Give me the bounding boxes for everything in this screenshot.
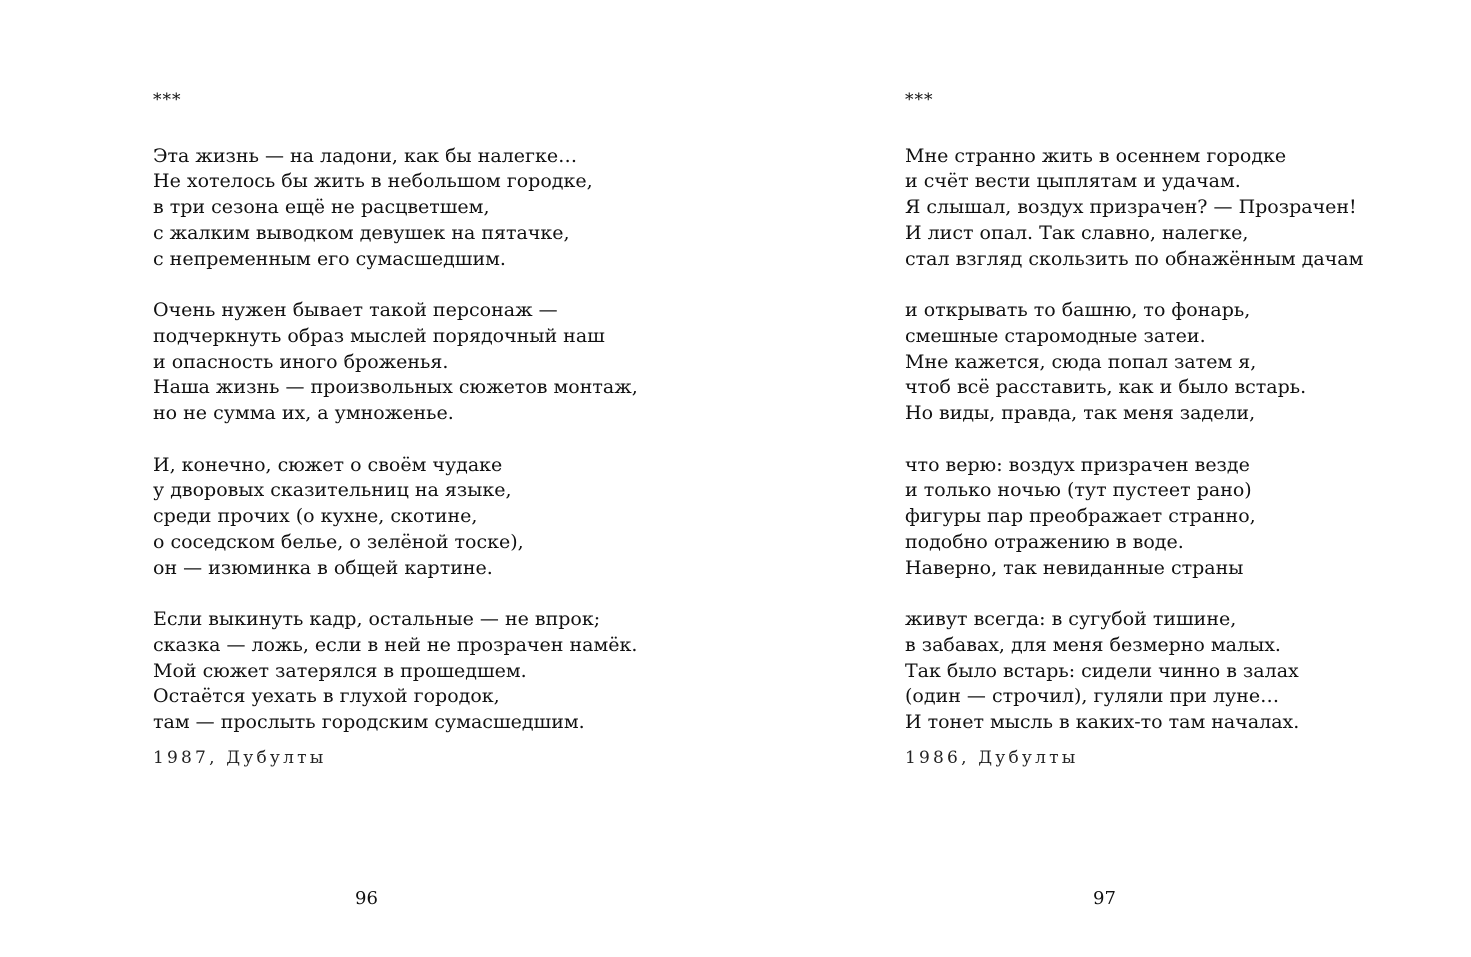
poem-right: [905, 88, 1363, 771]
poem-line: Не хотелось бы жить в небольшом городке,: [153, 170, 593, 193]
poem-line: что верю: воздух призрачен везде: [905, 453, 1250, 476]
poem-line: Так было встарь: сидели чинно в залах: [905, 659, 1299, 682]
poem-line: подчеркнуть образ мыслей порядочный наш: [153, 324, 605, 347]
poem-line: Если выкинуть кадр, остальные — не впрок;: [153, 608, 601, 631]
poem-line: Мне кажется, сюда попал затем я,: [905, 350, 1257, 373]
poem-line: Я слышал, воздух призрачен? — Прозрачен!: [905, 196, 1357, 219]
poem-line: Наверно, так невиданные страны: [905, 556, 1244, 579]
poem-line: там — прослыть городским сумасшедшим.: [153, 711, 585, 734]
poem-line: Мой сюжет затерялся в прошедшем.: [153, 659, 527, 682]
poem-line: в забавах, для меня безмерно малых.: [905, 633, 1281, 656]
poem-line: он — изюминка в общей картине.: [153, 556, 493, 579]
left-page: [0, 0, 735, 957]
poem-line: и опасность иного броженья.: [153, 350, 449, 373]
poem-line: с непременным его сумасшедшим.: [153, 247, 506, 270]
poem-date: 1987, Дубулты: [153, 747, 327, 768]
stanza: [905, 607, 1363, 736]
poem-line: Но виды, правда, так меня задели,: [905, 402, 1256, 425]
page-number: 96: [355, 888, 378, 909]
poem-line: И лист опал. Так славно, налегке,: [905, 221, 1249, 244]
poem-line: фигуры пар преображает странно,: [905, 505, 1256, 528]
poem-line: Остаётся уехать в глухой городок,: [153, 685, 500, 708]
poem-line: и только ночью (тут пустеет рано): [905, 479, 1252, 502]
poem-line: но не сумма их, а умноженье.: [153, 402, 454, 425]
poem-line: сказка — ложь, если в ней не прозрачен намёк.: [153, 633, 638, 656]
poem-line: Очень нужен бывает такой персонаж —: [153, 299, 558, 322]
poem-line: И, конечно, сюжет о своём чудаке: [153, 453, 503, 476]
poem-line: в три сезона ещё не расцветшем,: [153, 196, 490, 219]
poem-line: Наша жизнь — произвольных сюжетов монтаж,: [153, 376, 638, 399]
stanza: [153, 298, 638, 427]
poem-line: И тонет мысль в каких-то там началах.: [905, 711, 1300, 734]
stanza: [905, 144, 1363, 273]
poem-line: Мне странно жить в осеннем городке: [905, 144, 1287, 167]
poem-line: и открывать то башню, то фонарь,: [905, 299, 1251, 322]
poem-left: [153, 88, 638, 771]
stanza: [905, 298, 1363, 427]
stanza: [905, 453, 1363, 582]
poem-line: чтоб всё расставить, как и было встарь.: [905, 376, 1307, 399]
poem-line: подобно отражению в воде.: [905, 530, 1184, 553]
stanza: [153, 453, 638, 582]
right-page: [736, 0, 1471, 957]
page-number: 97: [1093, 888, 1116, 909]
poem-line: с жалким выводком девушек на пятачке,: [153, 221, 570, 244]
stanza: [153, 144, 638, 273]
poem-separator: ***: [905, 90, 934, 110]
poem-line: Эта жизнь — на ладони, как бы налегке…: [153, 144, 578, 167]
poem-line: о соседском белье, о зелёной тоске),: [153, 530, 524, 553]
poem-line: у дворовых сказительниц на языке,: [153, 479, 512, 502]
stanza: [153, 607, 638, 736]
poem-separator: ***: [153, 90, 182, 110]
poem-line: и счёт вести цыплятам и удачам.: [905, 170, 1241, 193]
poem-date: 1986, Дубулты: [905, 747, 1079, 768]
poem-line: смешные старомодные затеи.: [905, 324, 1206, 347]
poem-line: среди прочих (о кухне, скотине,: [153, 505, 478, 528]
poem-line: (один — строчил), гуляли при луне…: [905, 685, 1280, 708]
poem-line: живут всегда: в сугубой тишине,: [905, 608, 1237, 631]
poem-line: стал взгляд скользить по обнажённым дачам: [905, 247, 1364, 270]
